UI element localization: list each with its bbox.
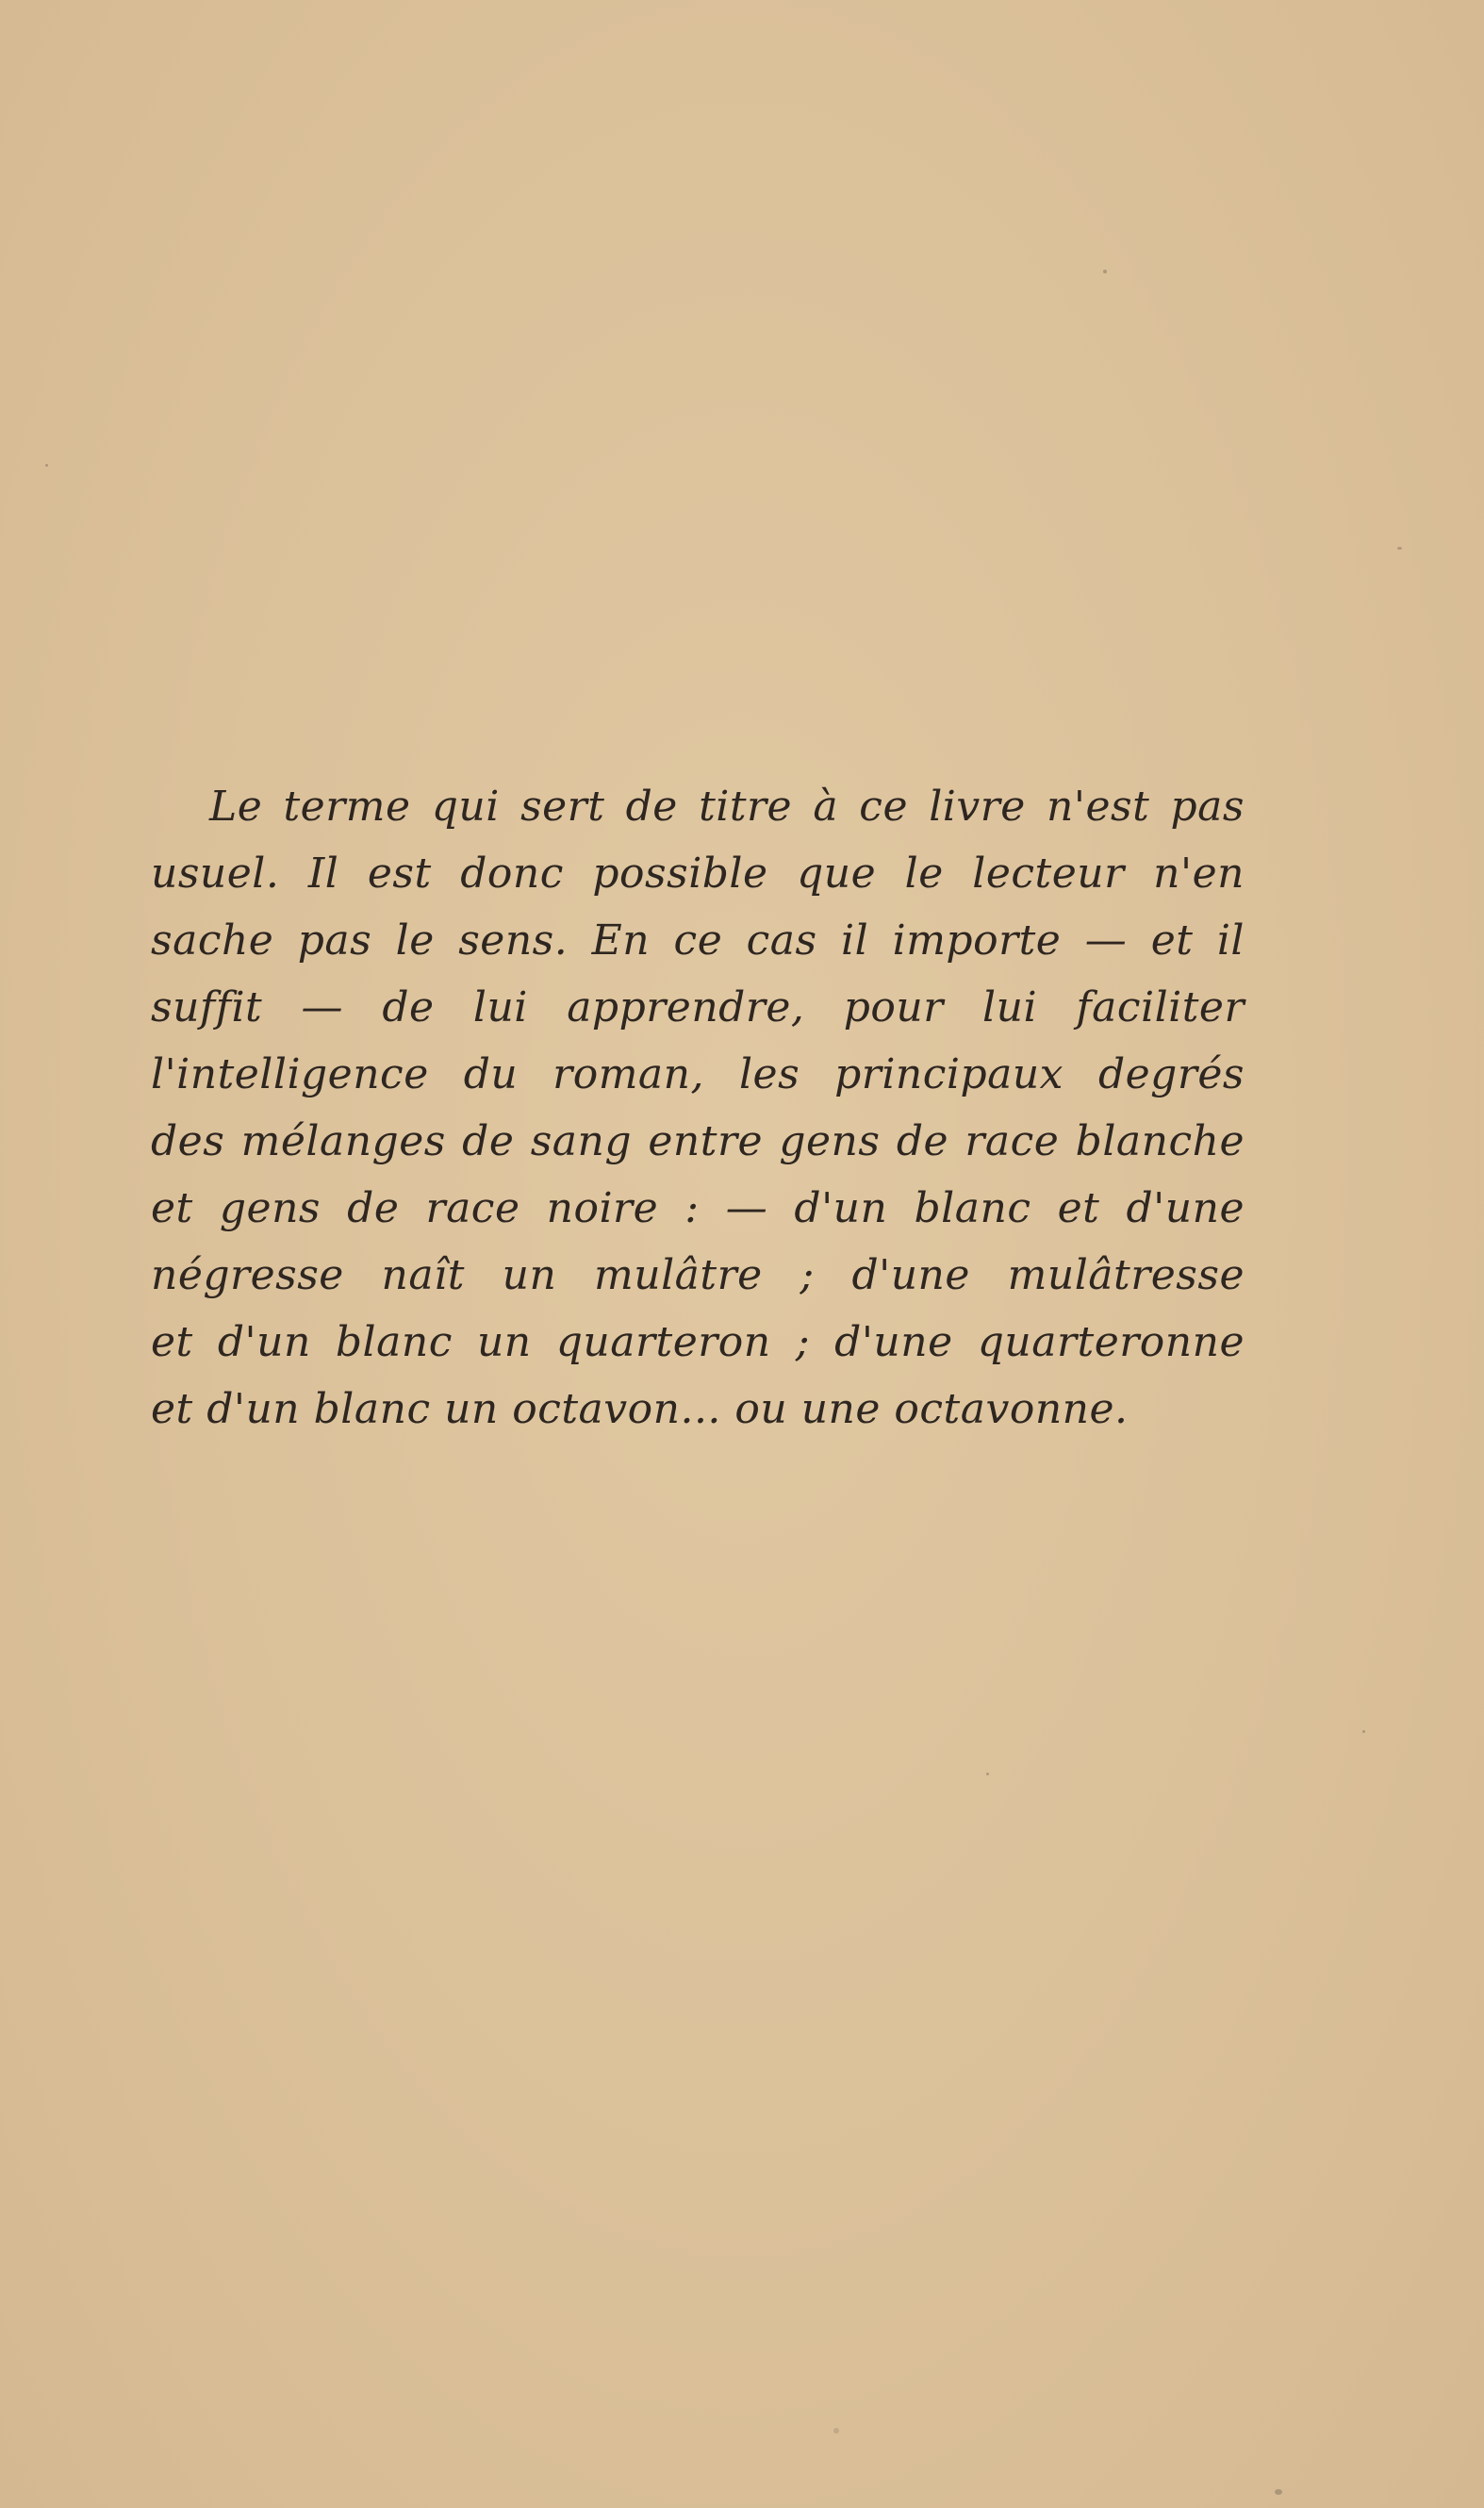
paper-speck bbox=[833, 2428, 839, 2434]
paper-speck bbox=[1275, 2489, 1282, 2495]
text-line: Le terme qui sert de titre à ce livre n'est pas bbox=[209, 783, 1245, 831]
text-line: usuel. Il est donc possible que le lecteur n'en bbox=[151, 850, 1245, 898]
text-line: l'intelligence du roman, les principaux degrés bbox=[151, 1050, 1245, 1098]
text-line: négresse naît un mulâtre ; d'une mulâtresse bbox=[151, 1251, 1245, 1299]
paper-speck bbox=[986, 1773, 989, 1775]
paper-speck bbox=[45, 464, 48, 467]
text-line: des mélanges de sang entre gens de race blanche bbox=[151, 1117, 1245, 1165]
text-line: et d'un blanc un octavon... ou une octavonne. bbox=[151, 1385, 1129, 1433]
text-line: et d'un blanc un quarteron ; d'une quarteronne bbox=[151, 1318, 1245, 1366]
paper-speck bbox=[1103, 270, 1107, 273]
preface-paragraph bbox=[151, 773, 1245, 1443]
paper-speck bbox=[1362, 1730, 1365, 1733]
text-line: suffit — de lui apprendre, pour lui faciliter bbox=[151, 983, 1245, 1031]
text-line: et gens de race noire : — d'un blanc et d'une bbox=[151, 1184, 1245, 1232]
text-line: sache pas le sens. En ce cas il importe — et il bbox=[151, 916, 1245, 965]
paper-speck bbox=[1397, 547, 1402, 550]
